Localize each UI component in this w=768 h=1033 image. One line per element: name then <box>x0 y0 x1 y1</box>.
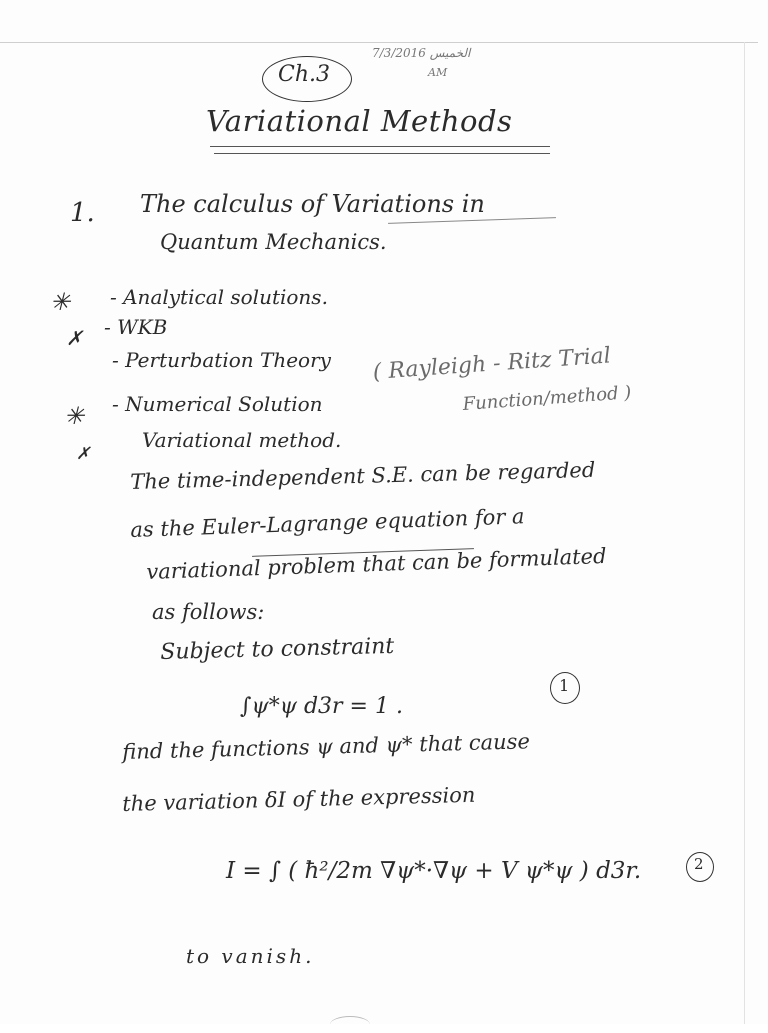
section-heading-line2: Quantum Mechanics. <box>160 230 387 254</box>
list-item: Variational method. <box>142 428 342 452</box>
page-title: Variational Methods <box>206 104 513 138</box>
body-line: as the Euler-Lagrange equation for a <box>130 504 525 542</box>
equation-number: 1 <box>559 676 570 695</box>
page-right-margin <box>744 42 745 1024</box>
list-item: - WKB <box>104 315 168 339</box>
list-item: - Analytical solutions. <box>110 285 328 309</box>
body-line: to vanish. <box>186 944 315 968</box>
title-underline-second <box>214 153 550 154</box>
body-line: variational problem that can be formulated <box>146 543 607 584</box>
body-line: The time-independent S.E. can be regarded <box>130 457 596 494</box>
list-item: - Numerical Solution <box>112 392 323 416</box>
star-mark: ✳ <box>64 402 85 430</box>
time-note: AM <box>428 66 448 79</box>
list-item: - Perturbation Theory <box>112 348 331 372</box>
equation-functional: I = ∫ ( ħ²/2m ∇ψ*·∇ψ + V ψ*ψ ) d3r. <box>226 858 642 884</box>
date-note: الخميس 7/3/2016 <box>372 46 471 60</box>
equation-number: 2 <box>694 855 704 873</box>
star-mark: ✳ <box>50 288 71 316</box>
page-bottom-mark <box>330 1016 370 1033</box>
page-top-rule <box>0 42 758 43</box>
side-note-line1: ( Rayleigh - Ritz Trial <box>372 343 612 385</box>
x-mark: ✗ <box>66 326 83 350</box>
body-line: as follows: <box>152 600 265 624</box>
body-line: the variation δI of the expression <box>122 782 476 816</box>
x-mark: ✗ <box>76 444 91 464</box>
title-underline <box>210 146 550 147</box>
side-note-line2: Function/method ) <box>462 382 632 415</box>
equation-normalization: ∫ψ*ψ d3r = 1 . <box>240 694 403 719</box>
body-line: find the functions ψ and ψ* that cause <box>122 729 531 764</box>
section-heading-line1: The calculus of Variations in <box>140 190 485 218</box>
section-number: 1. <box>70 198 95 228</box>
constraint-line: Subject to constraint <box>160 633 395 665</box>
section-heading-underline <box>388 217 556 224</box>
chapter-label: Ch.3 <box>278 62 330 87</box>
